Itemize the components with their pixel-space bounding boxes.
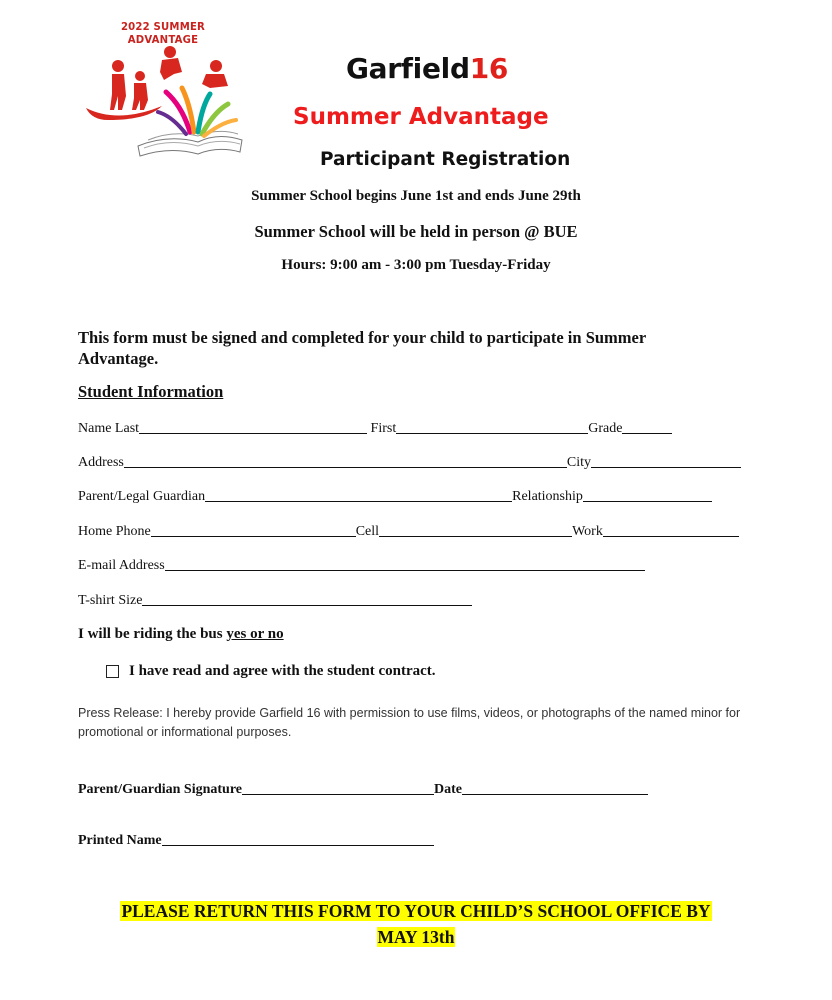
- grade-field[interactable]: [622, 420, 672, 434]
- relationship-field[interactable]: [583, 488, 712, 502]
- date-field[interactable]: [462, 781, 648, 795]
- dates-text: Summer School begins June 1st and ends June 29th: [251, 188, 581, 204]
- work-label: Work: [572, 524, 603, 539]
- logo-title: 2022 SUMMER ADVANTAGE: [120, 20, 206, 46]
- brand-title: [346, 52, 508, 85]
- name-row: [78, 420, 672, 437]
- name-last-field[interactable]: [139, 420, 367, 434]
- printed-name-field[interactable]: [162, 832, 434, 846]
- bus-label: I will be riding the bus: [78, 626, 223, 642]
- brand-number: 16: [469, 52, 509, 85]
- guardian-field[interactable]: [205, 488, 512, 502]
- summer-advantage-logo: [78, 18, 248, 158]
- page-title: Participant Registration: [320, 149, 571, 170]
- printed-name-label: Printed Name: [78, 833, 162, 848]
- guardian-signature-field[interactable]: [242, 781, 434, 795]
- name-last-label: Name Last: [78, 421, 140, 436]
- press-release-text: Press Release: I hereby provide Garfield 16 with permission to use films, videos, or photographs of the named minor for promotional or informational purposes.: [78, 706, 741, 739]
- brand-text: Garfield: [346, 52, 470, 85]
- city-label: City: [566, 455, 592, 470]
- email-label: E-mail Address: [78, 558, 165, 573]
- home-phone-label: Home Phone: [78, 524, 151, 539]
- return-notice-line1: PLEASE RETURN THIS FORM TO YOUR CHILD’S SCHOOL OFFICE BY: [121, 901, 711, 921]
- cell-label: Cell: [355, 524, 380, 539]
- signature-row: [78, 781, 648, 798]
- return-notice-line2: MAY 13th: [377, 927, 455, 947]
- phone-row: [78, 523, 739, 540]
- grade-label: Grade: [588, 421, 623, 436]
- notice-text: This form must be signed and completed for your child to participate in Summer Advantage.: [78, 328, 646, 368]
- guardian-row: [78, 488, 712, 505]
- contract-checkbox[interactable]: [106, 665, 119, 678]
- tshirt-row: [78, 592, 472, 609]
- hours-text: Hours: 9:00 am - 3:00 pm Tuesday-Friday: [281, 257, 551, 273]
- contract-label: I have read and agree with the student contract.: [129, 663, 436, 679]
- address-field[interactable]: [124, 454, 567, 468]
- printed-name-row: [78, 832, 434, 849]
- bus-options[interactable]: yes or no: [226, 626, 284, 642]
- email-field[interactable]: [165, 557, 645, 571]
- city-field[interactable]: [591, 454, 741, 468]
- tshirt-field[interactable]: [142, 592, 472, 606]
- student-info-heading: Student Information: [78, 382, 224, 401]
- location-text: Summer School will be held in person @ BUE: [254, 222, 578, 241]
- relationship-label: Relationship: [512, 489, 583, 504]
- date-label: Date: [434, 782, 463, 797]
- logo-illustration-icon: [78, 36, 248, 158]
- home-phone-field[interactable]: [151, 523, 356, 537]
- program-title: Summer Advantage: [293, 104, 549, 130]
- guardian-label: Parent/Legal Guardian: [78, 489, 206, 504]
- contract-row[interactable]: [106, 663, 436, 680]
- email-row: [78, 557, 645, 574]
- guardian-signature-label: Parent/Guardian Signature: [78, 782, 243, 797]
- address-label: Address: [78, 455, 124, 470]
- return-notice: [0, 898, 832, 950]
- first-label: First: [370, 421, 397, 436]
- cell-field[interactable]: [379, 523, 572, 537]
- bus-row: [78, 626, 284, 643]
- address-row: [78, 454, 741, 471]
- work-field[interactable]: [603, 523, 739, 537]
- tshirt-label: T-shirt Size: [78, 593, 143, 608]
- first-name-field[interactable]: [396, 420, 588, 434]
